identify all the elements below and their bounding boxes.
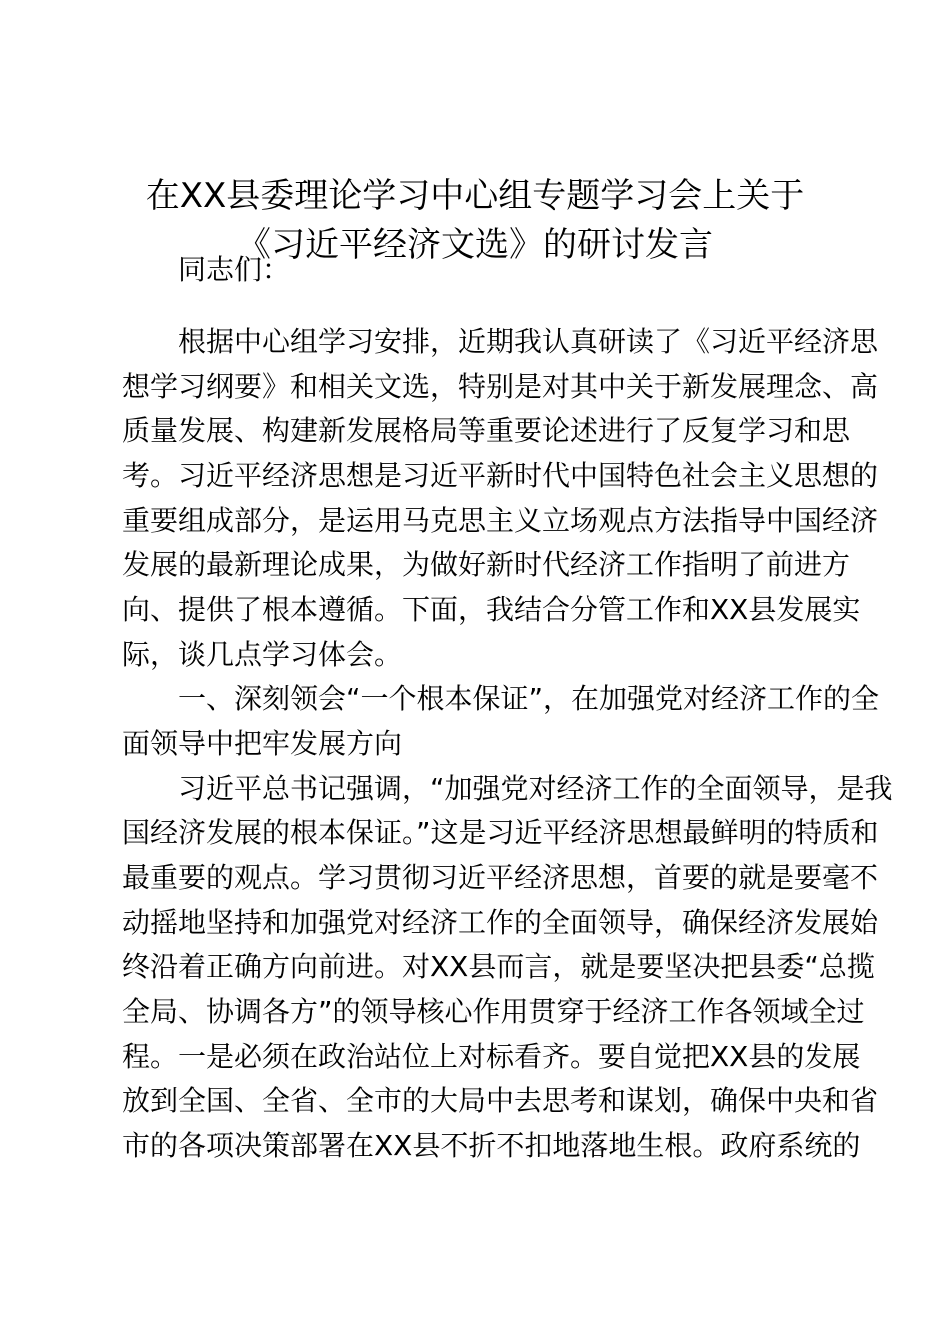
- paragraph-line: 习近平总书记强调，“加强党对经济工作的全面领导，是我: [178, 771, 893, 805]
- paragraph-line: 程。一是必须在政治站位上对标看齐。要自觉把XX县的发展: [122, 1039, 861, 1073]
- paragraph-line: 重要组成部分，是运用马克思主义立场观点方法指导中国经济: [122, 503, 879, 537]
- paragraph-line: 想学习纲要》和相关文选，特别是对其中关于新发展理念、高: [122, 369, 879, 403]
- paragraph-line: 面领导中把牢发展方向: [122, 727, 403, 761]
- document-title-line-2: 《习近平经济文选》的研讨发言: [237, 225, 713, 265]
- paragraph-line: 全局、协调各方”的领导核心作用贯穿于经济工作各领域全过: [122, 995, 865, 1029]
- paragraph-line: 最重要的观点。学习贯彻习近平经济思想，首要的就是要毫不: [122, 861, 879, 895]
- salutation: 同志们：: [178, 253, 291, 286]
- paragraph-line: 放到全国、全省、全市的大局中去思考和谋划，确保中央和省: [122, 1084, 879, 1118]
- paragraph-line: 市的各项决策部署在XX县不折不扣地落地生根。政府系统的: [122, 1129, 861, 1163]
- paragraph-line: 动摇地坚持和加强党对经济工作的全面领导，确保经济发展始: [122, 905, 879, 939]
- document-title-line-1: 在XX县委理论学习中心组专题学习会上关于: [145, 176, 805, 216]
- paragraph-line: 一、深刻领会“一个根本保证”，在加强党对经济工作的全: [178, 682, 880, 716]
- paragraph-line: 质量发展、构建新发展格局等重要论述进行了反复学习和思: [122, 414, 851, 448]
- paragraph-line: 向、提供了根本遵循。下面，我结合分管工作和XX县发展实: [122, 593, 861, 627]
- paragraph-line: 发展的最新理论成果，为做好新时代经济工作指明了前进方: [122, 548, 851, 582]
- paragraph-line: 际，谈几点学习体会。: [122, 637, 403, 671]
- paragraph-line: 国经济发展的根本保证。”这是习近平经济思想最鲜明的特质和: [122, 816, 879, 850]
- paragraph-line: 终沿着正确方向前进。对XX县而言，就是要坚决把县委“总揽: [122, 950, 875, 984]
- paragraph-line: 考。习近平经济思想是习近平新时代中国特色社会主义思想的: [122, 459, 879, 492]
- paragraph-line: 根据中心组学习安排，近期我认真研读了《习近平经济思: [178, 325, 879, 358]
